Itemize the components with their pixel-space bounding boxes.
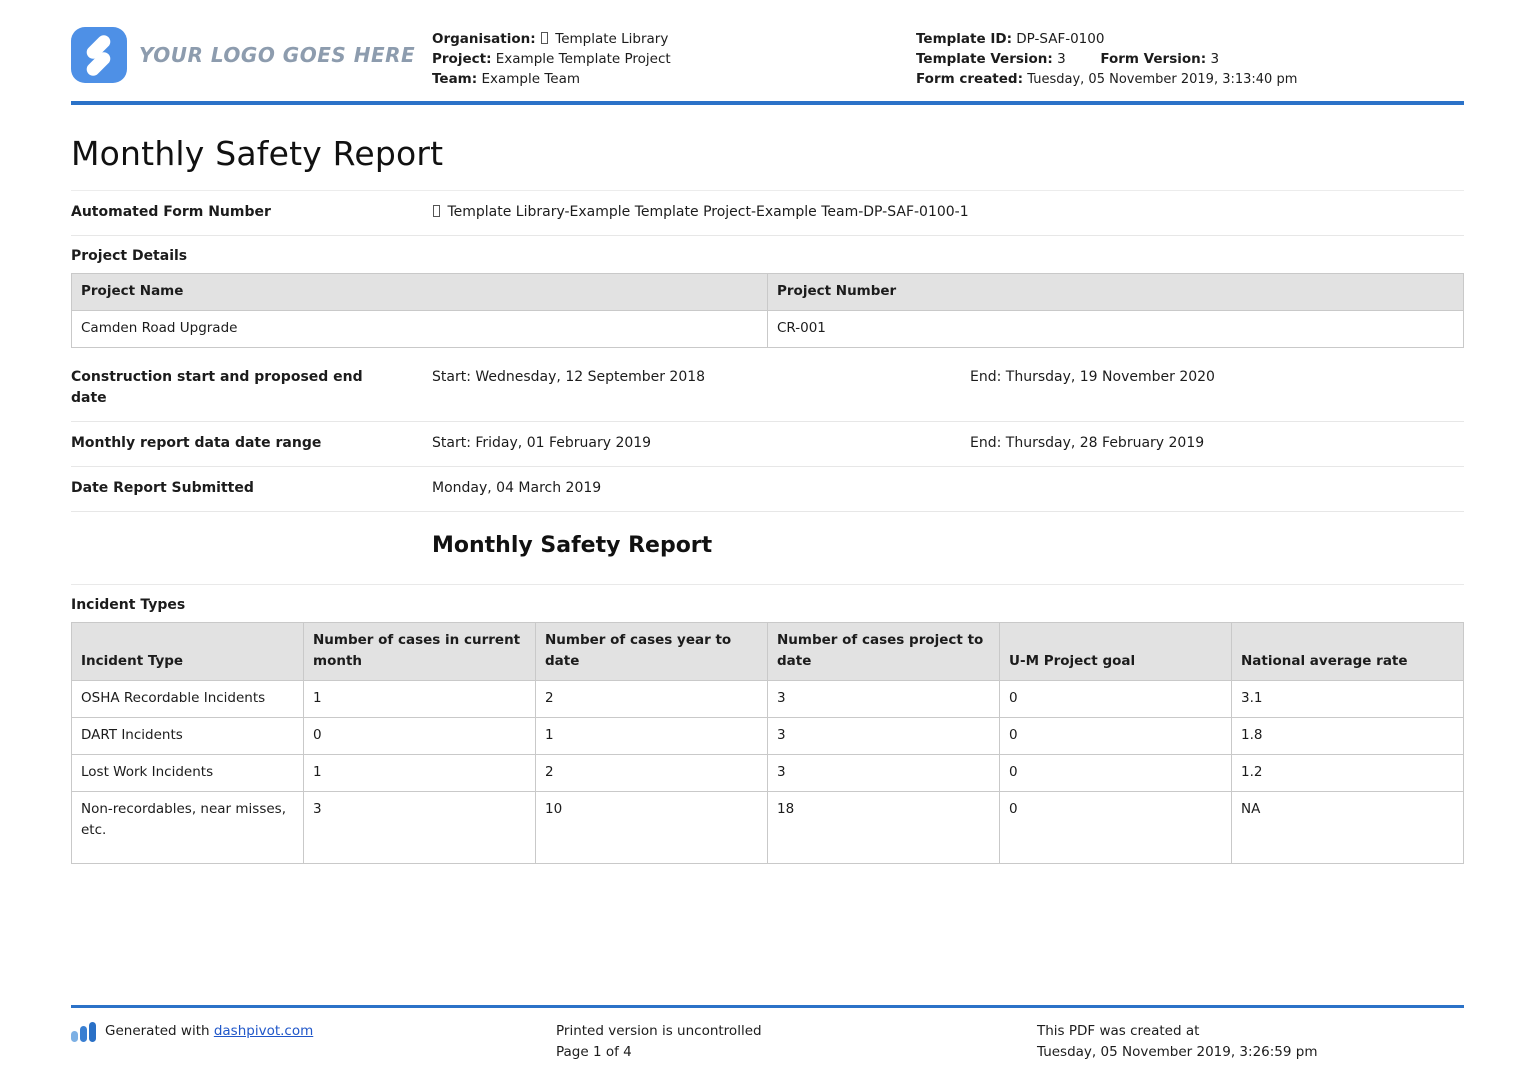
versions-line: [916, 49, 1464, 69]
project-name-cell: Camden Road Upgrade: [72, 311, 768, 348]
team-label: Team:: [432, 71, 478, 87]
incident-type-cell: Non-recordables, near misses, etc.: [72, 792, 304, 864]
form-version-label: Form Version:: [1100, 51, 1207, 67]
footer-printed-block: [556, 1021, 1037, 1063]
logo-placeholder-text: YOUR LOGO GOES HERE: [139, 43, 416, 67]
template-id-label: Template ID:: [916, 31, 1012, 47]
cases-project-to-date-cell: 3: [768, 755, 1000, 792]
organisation-label: Organisation:: [432, 31, 536, 47]
report-range-row: [71, 422, 1464, 467]
cases-project-to-date-cell: 3: [768, 718, 1000, 755]
pdf-created-text: This PDF was created at: [1037, 1023, 1200, 1039]
template-id-value: DP-SAF-0100: [1016, 31, 1105, 47]
automated-form-number-value: Template Library-Example Template Project-Example Team-DP-SAF-0100-1: [432, 202, 1464, 223]
cases-current-month-column-header: Number of cases in current month: [304, 623, 536, 681]
report-range-end-value: End: Thursday, 28 February 2019: [970, 435, 1205, 451]
report-range-start-value: Start: Friday, 01 February 2019: [432, 435, 652, 451]
date-submitted-label: Date Report Submitted: [71, 480, 254, 496]
construction-dates-label: Construction start and proposed end date: [71, 369, 363, 406]
incident-type-column-header: Incident Type: [72, 623, 304, 681]
project-details-section-label: Project Details: [71, 248, 188, 264]
national-average-column-header: National average rate: [1232, 623, 1464, 681]
printed-version-text: Printed version is uncontrolled: [556, 1023, 762, 1039]
table-row: [72, 311, 1464, 348]
template-id-line: [916, 29, 1464, 49]
cases-year-to-date-column-header: Number of cases year to date: [536, 623, 768, 681]
template-version-label: Template Version:: [916, 51, 1053, 67]
project-label: Project:: [432, 51, 492, 67]
organisation-block: [432, 27, 916, 89]
incident-type-cell: Lost Work Incidents: [72, 755, 304, 792]
national-average-cell: NA: [1232, 792, 1464, 864]
team-value: Example Team: [481, 71, 580, 87]
cases-project-to-date-cell: 3: [768, 681, 1000, 718]
cases-project-to-date-cell: 18: [768, 792, 1000, 864]
cases-current-month-cell: 3: [304, 792, 536, 864]
national-average-cell: 1.2: [1232, 755, 1464, 792]
table-row: [72, 681, 1464, 718]
cases-year-to-date-cell: 10: [536, 792, 768, 864]
section-heading: Monthly Safety Report: [432, 533, 713, 558]
cases-year-to-date-cell: 2: [536, 681, 768, 718]
project-goal-cell: 0: [1000, 755, 1232, 792]
incident-type-cell: DART Incidents: [72, 718, 304, 755]
section-heading-row: [71, 512, 1464, 585]
dashpivot-bars-icon: [71, 1021, 96, 1042]
table-row: [72, 718, 1464, 755]
cases-current-month-cell: 1: [304, 681, 536, 718]
automated-form-number-row: [71, 190, 1464, 236]
organisation-line: [432, 29, 916, 49]
table-header-row: [72, 623, 1464, 681]
footer-generated: [71, 1021, 556, 1063]
organisation-value: Template Library: [555, 31, 669, 47]
cases-project-to-date-column-header: Number of cases project to date: [768, 623, 1000, 681]
project-name-column-header: Project Name: [72, 274, 768, 311]
document-footer: [71, 1005, 1464, 1063]
cases-current-month-cell: 1: [304, 755, 536, 792]
team-line: [432, 69, 916, 89]
incident-type-cell: OSHA Recordable Incidents: [72, 681, 304, 718]
form-created-label: Form created:: [916, 71, 1023, 87]
project-line: [432, 49, 916, 69]
date-submitted-row: [71, 467, 1464, 512]
template-meta-block: [916, 27, 1464, 90]
project-goal-cell: 0: [1000, 792, 1232, 864]
project-details-table: [71, 273, 1464, 348]
document-header: [71, 27, 1464, 90]
form-created-value: Tuesday, 05 November 2019, 3:13:40 pm: [1027, 72, 1298, 87]
footer-created-block: [1037, 1021, 1464, 1063]
date-submitted-value: Monday, 04 March 2019: [432, 480, 602, 496]
automated-form-number-label: Automated Form Number: [71, 204, 271, 220]
national-average-cell: 1.8: [1232, 718, 1464, 755]
dashpivot-link[interactable]: dashpivot.com: [213, 1023, 314, 1039]
report-range-label: Monthly report data date range: [71, 435, 322, 451]
cases-year-to-date-cell: 2: [536, 755, 768, 792]
project-value: Example Template Project: [495, 51, 671, 67]
project-goal-column-header: U-M Project goal: [1000, 623, 1232, 681]
page-title: Monthly Safety Report: [71, 134, 444, 173]
generated-with-text: Generated with dashpivot.com: [105, 1023, 314, 1039]
cases-year-to-date-cell: 1: [536, 718, 768, 755]
form-created-line: [916, 69, 1464, 90]
missing-glyph-box: [541, 32, 548, 44]
table-row: [72, 792, 1464, 864]
pdf-created-timestamp: Tuesday, 05 November 2019, 3:26:59 pm: [1037, 1044, 1318, 1060]
table-header-row: [72, 274, 1464, 311]
project-number-cell: CR-001: [768, 311, 1464, 348]
construction-start-value: Start: Wednesday, 12 September 2018: [432, 369, 706, 385]
template-version-value: 3: [1057, 51, 1066, 67]
cases-current-month-cell: 0: [304, 718, 536, 755]
header-divider: [71, 101, 1464, 105]
table-row: [72, 755, 1464, 792]
logo: [71, 27, 432, 83]
project-goal-cell: 0: [1000, 718, 1232, 755]
company-logo-icon: [71, 27, 127, 83]
national-average-cell: 3.1: [1232, 681, 1464, 718]
construction-end-value: End: Thursday, 19 November 2020: [970, 369, 1215, 385]
page-number-text: Page 1 of 4: [556, 1044, 632, 1060]
project-goal-cell: 0: [1000, 681, 1232, 718]
project-number-column-header: Project Number: [768, 274, 1464, 311]
form-version-value: 3: [1210, 51, 1220, 67]
incident-types-section-label: Incident Types: [71, 597, 186, 613]
incident-types-table: [71, 622, 1464, 864]
construction-dates-row: [71, 356, 1464, 422]
footer-divider: [71, 1005, 1464, 1008]
missing-glyph-box: [433, 205, 440, 217]
